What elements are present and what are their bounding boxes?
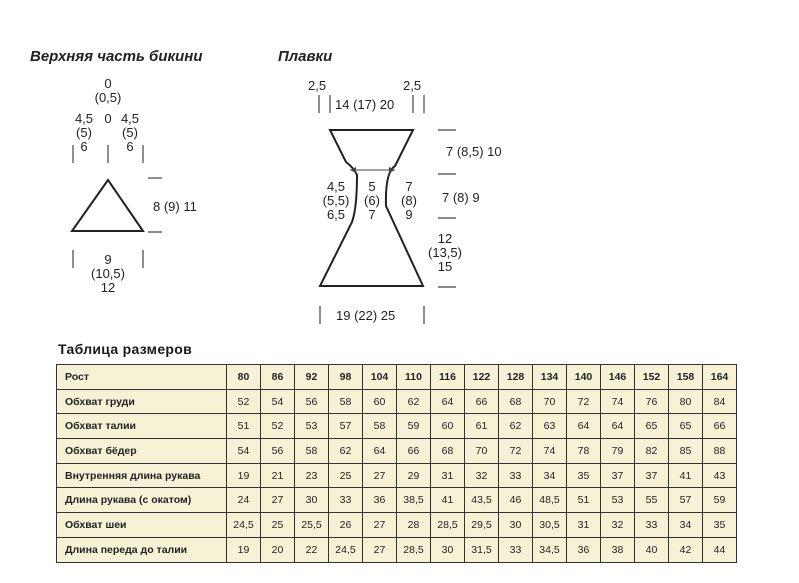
table-cell: 40 — [635, 537, 669, 562]
table-cell: 42 — [669, 537, 703, 562]
table-cell: 28,5 — [397, 537, 431, 562]
table-cell: 58 — [363, 414, 397, 439]
table-cell: 65 — [669, 414, 703, 439]
bikini-bottom-2: (10,5) — [91, 266, 125, 281]
briefs-center-inner-1: 5 — [368, 179, 376, 194]
table-cell: 59 — [397, 414, 431, 439]
table-cell: 52 — [227, 389, 261, 414]
table-cell: 98 — [329, 365, 363, 390]
row-label: Рост — [57, 365, 227, 390]
bikini-top-label-top — [88, 77, 128, 105]
table-cell: 19 — [227, 463, 261, 488]
table-cell: 54 — [227, 439, 261, 464]
size-table-title: Таблица размеров — [58, 341, 193, 357]
table-cell: 116 — [431, 365, 465, 390]
table-cell: 21 — [261, 463, 295, 488]
table-cell: 41 — [669, 463, 703, 488]
table-cell: 38 — [601, 537, 635, 562]
briefs-center-inner-3: 7 — [368, 207, 376, 222]
table-cell: 31 — [567, 513, 601, 538]
briefs-center-inner-label — [357, 180, 387, 222]
table-cell: 29 — [397, 463, 431, 488]
row-label: Обхват шеи — [57, 513, 227, 538]
table-row — [57, 537, 737, 562]
table-cell: 30 — [499, 513, 533, 538]
briefs-right-top-label: 7 (8,5) 10 — [446, 144, 502, 159]
row-label: Обхват груди — [57, 389, 227, 414]
table-cell: 61 — [465, 414, 499, 439]
table-cell: 82 — [635, 439, 669, 464]
table-cell: 30,5 — [533, 513, 567, 538]
table-cell: 76 — [635, 389, 669, 414]
table-cell: 31,5 — [465, 537, 499, 562]
table-cell: 43 — [703, 463, 737, 488]
table-row — [57, 414, 737, 439]
table-cell: 86 — [261, 365, 295, 390]
table-cell: 48,5 — [533, 488, 567, 513]
bikini-mid-center-label: 0 — [104, 111, 112, 126]
bikini-mid-left-3: 6 — [80, 139, 88, 154]
table-cell: 57 — [669, 488, 703, 513]
briefs-right-bottom-1: 12 — [437, 231, 453, 246]
table-cell: 34 — [533, 463, 567, 488]
table-cell: 41 — [431, 488, 465, 513]
table-row — [57, 439, 737, 464]
table-cell: 164 — [703, 365, 737, 390]
table-cell: 24,5 — [329, 537, 363, 562]
table-cell: 72 — [567, 389, 601, 414]
table-cell: 104 — [363, 365, 397, 390]
table-cell: 56 — [261, 439, 295, 464]
bikini-mid-right-3: 6 — [126, 139, 134, 154]
table-row — [57, 389, 737, 414]
briefs-right-inner-2: (8) — [401, 193, 417, 208]
bikini-side-label: 8 (9) 11 — [153, 199, 197, 214]
table-cell: 57 — [329, 414, 363, 439]
table-cell: 28,5 — [431, 513, 465, 538]
table-row — [57, 365, 737, 390]
table-cell: 30 — [295, 488, 329, 513]
table-cell: 36 — [363, 488, 397, 513]
table-cell: 37 — [635, 463, 669, 488]
table-cell: 66 — [397, 439, 431, 464]
bikini-bottom-3: 12 — [100, 280, 116, 295]
briefs-right-inner-label — [395, 180, 423, 222]
table-cell: 25 — [329, 463, 363, 488]
bikini-top-triangle — [72, 180, 143, 231]
table-cell: 27 — [363, 513, 397, 538]
table-cell: 27 — [363, 537, 397, 562]
table-cell: 51 — [227, 414, 261, 439]
table-cell: 70 — [465, 439, 499, 464]
table-cell: 64 — [431, 389, 465, 414]
table-cell: 52 — [261, 414, 295, 439]
table-cell: 27 — [261, 488, 295, 513]
table-cell: 25 — [261, 513, 295, 538]
table-row — [57, 463, 737, 488]
table-cell: 53 — [601, 488, 635, 513]
table-cell: 44 — [703, 537, 737, 562]
table-cell: 62 — [499, 414, 533, 439]
table-cell: 23 — [295, 463, 329, 488]
table-cell: 64 — [363, 439, 397, 464]
briefs-bottom-width-label: 19 (22) 25 — [336, 308, 396, 323]
table-cell: 158 — [669, 365, 703, 390]
table-cell: 85 — [669, 439, 703, 464]
table-cell: 43,5 — [465, 488, 499, 513]
table-cell: 19 — [227, 537, 261, 562]
table-cell: 80 — [227, 365, 261, 390]
briefs-right-bottom-2: (13,5) — [428, 245, 462, 260]
bikini-bottom-label — [83, 253, 133, 295]
table-cell: 24,5 — [227, 513, 261, 538]
table-cell: 66 — [703, 414, 737, 439]
row-label: Обхват бёдер — [57, 439, 227, 464]
table-cell: 35 — [567, 463, 601, 488]
bikini-mid-left-2: (5) — [76, 125, 92, 140]
briefs-right-bottom-label — [425, 232, 465, 274]
table-cell: 68 — [499, 389, 533, 414]
table-cell: 22 — [295, 537, 329, 562]
table-cell: 80 — [669, 389, 703, 414]
briefs-center-inner-2: (6) — [364, 193, 380, 208]
table-cell: 140 — [567, 365, 601, 390]
table-cell: 24 — [227, 488, 261, 513]
table-cell: 33 — [635, 513, 669, 538]
table-cell: 53 — [295, 414, 329, 439]
table-cell: 30 — [431, 537, 465, 562]
table-cell: 56 — [295, 389, 329, 414]
table-cell: 128 — [499, 365, 533, 390]
table-cell: 64 — [601, 414, 635, 439]
table-cell: 134 — [533, 365, 567, 390]
bikini-mid-right-1: 4,5 — [120, 111, 140, 126]
briefs-left-inner-label — [318, 180, 354, 222]
briefs-title: Плавки — [278, 48, 333, 65]
table-cell: 34 — [669, 513, 703, 538]
table-cell: 33 — [499, 537, 533, 562]
table-cell: 26 — [329, 513, 363, 538]
bikini-top-title: Верхняя часть бикини — [30, 48, 203, 65]
table-cell: 58 — [295, 439, 329, 464]
table-row — [57, 488, 737, 513]
table-cell: 37 — [601, 463, 635, 488]
table-cell: 31 — [431, 463, 465, 488]
bikini-top-label-top-1: 0 — [104, 76, 112, 91]
bikini-mid-left-1: 4,5 — [74, 111, 94, 126]
table-cell: 27 — [363, 463, 397, 488]
table-cell: 152 — [635, 365, 669, 390]
table-cell: 59 — [703, 488, 737, 513]
table-cell: 34,5 — [533, 537, 567, 562]
table-cell: 55 — [635, 488, 669, 513]
briefs-left-inner-1: 4,5 — [326, 179, 346, 194]
table-cell: 70 — [533, 389, 567, 414]
bikini-mid-left-label — [68, 112, 100, 154]
table-cell: 62 — [397, 389, 431, 414]
table-cell: 25,5 — [295, 513, 329, 538]
table-cell: 51 — [567, 488, 601, 513]
briefs-left-inner-3: 6,5 — [326, 207, 346, 222]
table-cell: 46 — [499, 488, 533, 513]
table-cell: 66 — [465, 389, 499, 414]
table-cell: 68 — [431, 439, 465, 464]
table-cell: 58 — [329, 389, 363, 414]
briefs-right-mid-label: 7 (8) 9 — [442, 190, 480, 205]
table-cell: 84 — [703, 389, 737, 414]
table-cell: 28 — [397, 513, 431, 538]
table-cell: 33 — [329, 488, 363, 513]
briefs-top-right-label: 2,5 — [403, 78, 422, 93]
briefs-top-left-label: 2,5 — [308, 78, 327, 93]
bikini-mid-right-2: (5) — [122, 125, 138, 140]
briefs-right-inner-3: 9 — [405, 207, 413, 222]
table-cell: 110 — [397, 365, 431, 390]
table-cell: 92 — [295, 365, 329, 390]
briefs-top-width-label: 14 (17) 20 — [335, 97, 395, 112]
table-cell: 79 — [601, 439, 635, 464]
table-cell: 38,5 — [397, 488, 431, 513]
briefs-right-bottom-3: 15 — [437, 259, 453, 274]
table-cell: 74 — [533, 439, 567, 464]
table-cell: 36 — [567, 537, 601, 562]
table-cell: 63 — [533, 414, 567, 439]
table-cell: 60 — [363, 389, 397, 414]
table-cell: 32 — [465, 463, 499, 488]
table-cell: 146 — [601, 365, 635, 390]
table-cell: 74 — [601, 389, 635, 414]
table-cell: 72 — [499, 439, 533, 464]
table-cell: 122 — [465, 365, 499, 390]
table-cell: 62 — [329, 439, 363, 464]
row-label: Длина рукава (с окатом) — [57, 488, 227, 513]
table-cell: 60 — [431, 414, 465, 439]
row-label: Обхват талии — [57, 414, 227, 439]
table-cell: 35 — [703, 513, 737, 538]
briefs-left-inner-2: (5,5) — [322, 193, 350, 208]
table-cell: 54 — [261, 389, 295, 414]
bikini-mid-right-label — [114, 112, 146, 154]
table-cell: 20 — [261, 537, 295, 562]
table-cell: 29,5 — [465, 513, 499, 538]
table-cell: 33 — [499, 463, 533, 488]
size-table-body — [57, 365, 737, 563]
bikini-bottom-1: 9 — [104, 252, 112, 267]
size-table — [56, 364, 737, 563]
table-row — [57, 513, 737, 538]
row-label: Длина переда до талии — [57, 537, 227, 562]
briefs-right-inner-1: 7 — [405, 179, 413, 194]
table-cell: 78 — [567, 439, 601, 464]
row-label: Внутренняя длина рукава — [57, 463, 227, 488]
bikini-top-label-top-2: (0,5) — [94, 90, 122, 105]
table-cell: 32 — [601, 513, 635, 538]
table-cell: 65 — [635, 414, 669, 439]
table-cell: 64 — [567, 414, 601, 439]
table-cell: 88 — [703, 439, 737, 464]
